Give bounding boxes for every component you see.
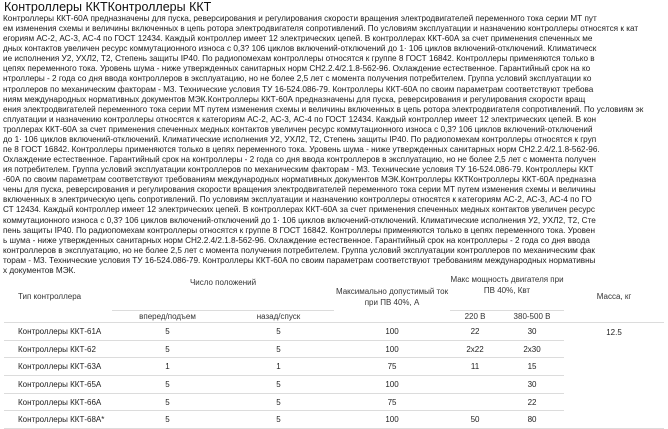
cell-type: Контроллеры ККТ-63А [4,358,112,376]
description-line: Контроллеры ККТ-60А предназначены для пуска, реверсирования и регулирования скорости вращения электродвигателей переменного тока серии МТ пут [3,14,597,23]
description-line: до 1· 106 циклов включений-отключений. Климатические исполнения У2, УХЛ2, Т2, Степень защиты IP40. По радиопомехам контроллеры относятся к груп [3,134,597,144]
cell-power-380: 15 [500,358,564,376]
col-380-header: 380-500 В [500,311,564,323]
cell-current: 75 [334,358,450,376]
cell-type: Контроллеры ККТ-65А [4,376,112,394]
cell-current: 100 [334,340,450,358]
cell-type: Контроллеры ККТ-61А [4,323,112,341]
cell-power-380: 30 [500,323,564,341]
description-line: СТ 12434. Каждый контроллер имеет 12 электрических цепей. В контроллерах ККТ-60А за счет применения спеченных медных контактов увеличен ресурс [3,205,595,215]
col-positions-header: Число положений [112,271,334,311]
description-line: пе 8 ГОСТ 16842. Контроллеры применяются только в цепях переменного тока. Уровень шума - ниже утвержденных санитарных норм СН2.2.4/2.1.8-562-96. [3,145,600,155]
cell-fwd: 5 [112,376,223,394]
description-line: ниям международных нормативных документов МЭК.Контроллеры ККТ-60А предназначены для пуска, реверсирования и регулирования скорости вращ [3,94,586,104]
cell-power-220: 2х22 [450,340,500,358]
col-current-header: Максимально допустимый ток при ПВ 40%, А [334,271,450,323]
cell-power-220: 22 [450,323,500,341]
cell-power-380: 2х30 [500,340,564,358]
col-220-header: 220 В [450,311,500,323]
page-title: Контроллеры ККТКонтроллеры ККТ [4,0,212,14]
description-line: цепях переменного тока. Уровень шума - ниже утвержденных санитарных норм СН2.2.4/2.1.8-562-96. Охлаждение естественное. Гарантийный срок на ко [3,64,591,74]
cell-back: 5 [223,376,334,394]
description-line: егориям АС-2, АС-3, АС-4 по ГОСТ 12434. Каждый контроллер имеет 12 электрических цепей. В контроллерах ККТ-60А за счет применения спеченных ме [3,34,593,44]
description-line: ем изменения схемы и величины включенных в цепь ротора электродвигателя сопротивлений. По условиям эксплуатации и назначению контроллеры относятся к кат [3,24,639,34]
cell-power-380: 30 [500,376,564,394]
product-description [3,14,664,275]
description-line: сплуатации и назначению контроллеры относятся к категориям АС-2, АС-3, АС-4 по ГОСТ 12434. Каждый контроллер имеет 12 электрических цепей. В кон [3,114,597,124]
cell-mass: 12.5 [564,323,664,429]
cell-fwd: 5 [112,411,223,429]
cell-back: 5 [223,323,334,341]
cell-fwd: 5 [112,393,223,411]
table-header-row [4,271,664,311]
cell-current: 75 [334,393,450,411]
description-line: торам - М3. Технические условия ТУ 16-524.086-79. Контроллеры ККТ-60А по своим параметрам соответствуют требованиям международных нормативны [3,255,596,265]
cell-power-220: 50 [450,411,500,429]
cell-power-380: 80 [500,411,564,429]
cell-power-220: 11 [450,358,500,376]
description-line: нтроллеров по механическим факторам - М3. Технические условия ТУ 16-524.086-79. Контроллеры ККТ-60А по своим параметрам соответствуют требова [3,84,594,94]
cell-type: Контроллеры ККТ-62 [4,340,112,358]
cell-power-220 [450,393,500,411]
table-row [4,323,664,341]
col-fwd-header: вперед/подъем [112,311,223,323]
col-back-header: назад/спуск [223,311,334,323]
description-line: включенных в электрическую цепь сопротивлений. По условиям эксплуатации и назначению контроллеры относятся к категориям АС-2, АС-3, АС-4 по ГО [3,195,592,205]
cell-current: 100 [334,323,450,341]
description-line: Охлаждение естественное. Гарантийный срок на контроллеры - 2 года со дня ввода контроллеров в эксплуатацию, но не более 2,5 лет с момента получен [3,155,596,165]
cell-back: 5 [223,340,334,358]
cell-power-220 [450,376,500,394]
cell-fwd: 5 [112,323,223,341]
description-line: -60А по своим параметрам соответствуют требованиям международных нормативных документов МЭК.Контроллеры ККТКонтроллеры ККТ-60А предназна [3,175,597,185]
cell-power-380: 22 [500,393,564,411]
cell-current: 100 [334,376,450,394]
description-line: ения электродвигателей переменного тока серии МТ путем изменения схемы и величины включенных в цепь ротора электродвигателя сопротивлений. По условиям эк [3,104,644,114]
description-line: контроллеров в эксплуатацию, но не более 2,5 лет с момента получения потребителем. Группа условий эксплуатации контроллеров по механическим фак [3,245,595,255]
cell-type: Контроллеры ККТ-68А* [4,411,112,429]
description-line: дных контактов увеличен ресурс коммутационного износа с 0,3? 106 циклов включений-отключений до 1· 106 циклов включений-отключений. Климатическ [3,44,597,54]
cell-current: 100 [334,411,450,429]
cell-back: 1 [223,358,334,376]
description-line: пень защиты IP40. По радиопомехам контроллеры относятся к группе 8 ГОСТ 16842. Контроллеры применяются только в цепях переменного тока. Уровен [3,225,595,235]
cell-back: 5 [223,393,334,411]
col-mass-header: Масса, кг [564,271,664,323]
spec-table [4,271,664,429]
description-line: ия потребителем. Группа условий эксплуатации контроллеров по механическим факторам - М3. Технические условия ТУ 16-524.086-79. Контроллеры ККТ [3,165,594,175]
cell-type: Контроллеры ККТ-66А [4,393,112,411]
description-line: коммутационного износа с 0,3? 106 циклов включений-отключений до 1· 106 циклов включений-отключений. Климатические исполнения У2, УХЛ2, Т2, Сте [3,215,596,225]
cell-fwd: 1 [112,358,223,376]
col-type-header: Тип контроллера [4,271,112,323]
description-line: ие исполнения У2, УХЛ2, Т2, Степень защиты IP40. По радиопомехам контроллеры относятся к группе 8 ГОСТ 16842. Контроллеры применяются только в [3,54,595,64]
cell-back: 5 [223,411,334,429]
description-line: чены для пуска, реверсирования и регулирования скорости вращения электродвигателей переменного тока серии МТ путем изменения схемы и величины [3,185,596,195]
description-line: ь шума - ниже утвержденных санитарных норм СН2.2.4/2.1.8-562-96. Охлаждение естественное. Гарантийный срок на контроллеры - 2 года со дня ввода [3,235,590,245]
cell-fwd: 5 [112,340,223,358]
col-power-header: Макс мощность двигателя при ПВ 40%, Квт [450,271,564,311]
description-line: х документов МЭК. [3,265,76,275]
description-line: троллерах ККТ-60А за счет применения спеченных медных контактов увеличен ресурс коммутационного износа с 0,3? 106 циклов включений-отключений [3,124,593,134]
description-line: нтроллеры - 2 года со дня ввода контроллеров в эксплуатацию, но не более 2,5 лет с момента получения потребителем. Группа условий эксплуатации ко [3,74,592,84]
